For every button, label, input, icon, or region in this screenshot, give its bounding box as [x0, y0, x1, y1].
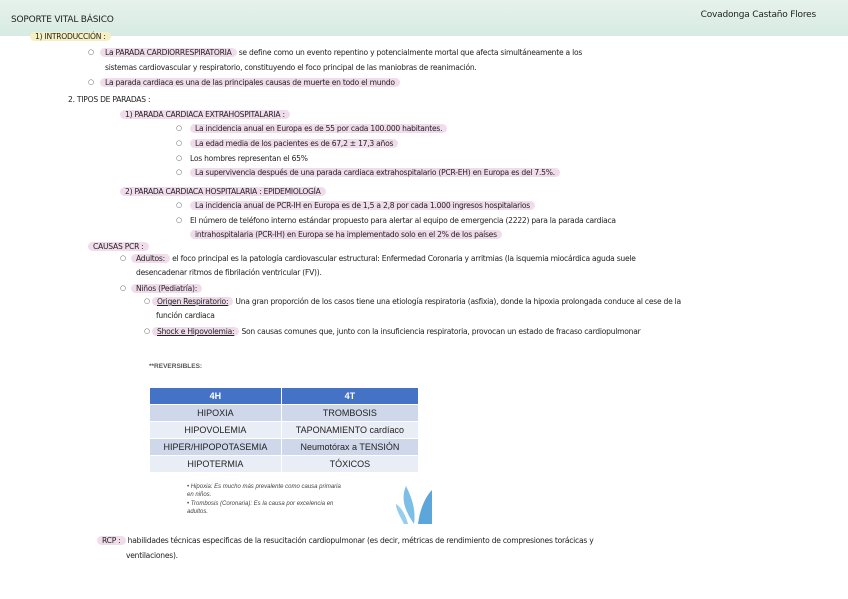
- intro-paragraph-1-line2: sistemas cardiovascular y respiratorio, constituyendo el foco principal de las maniobras de reanimación.: [105, 63, 477, 72]
- decorative-leaf-icon: [396, 478, 432, 524]
- table-row: [150, 422, 419, 439]
- bullet-icon: ○: [120, 284, 127, 292]
- intra-item-2-line2: intrahospitalaria (PCR-IH) en Europa se ha implementado solo en el 2% de los países: [190, 229, 502, 240]
- table-cell: HIPER/HIPOPOTASEMIA: [150, 439, 282, 456]
- rcp-line: RCP : habilidades técnicas especificas de la resucitación cardiopulmonar (es decir, métricas de rendimiento de compresiones torácicas y: [97, 535, 593, 546]
- intra-item-1: La incidencia anual de PCR-IH en Europa es de 1,5 a 2,8 por cada 1.000 ingresos hospitalarios: [190, 200, 535, 211]
- causas-origen: Origen Respiratorio: Una gran proporción de los casos tiene una etiología respiratoria (asfixia), donde la hipoxia prolongada conduce al cese de la: [152, 296, 681, 307]
- bullet-icon: ○: [176, 168, 183, 176]
- table-row: [150, 456, 419, 473]
- table-cell: HIPOXIA: [150, 405, 282, 422]
- causas-heading: CAUSAS PCR :: [88, 241, 149, 252]
- bullet-icon: ○: [176, 139, 183, 147]
- causas-adultos: Adultos: el foco principal es la patología cardiovascular estructural: Enfermedad Coronaria y arritmias (la isquemia miocárdica aguda suele: [131, 253, 636, 264]
- bullet-icon: ○: [176, 124, 183, 132]
- reversibles-note-2: • Trombosis (Coronaria): Es la causa por excelencia en adultos.: [187, 501, 334, 515]
- causas-adultos-line2: desencadenar ritmos de fibrilación ventricular (FV)).: [136, 268, 322, 277]
- table-header-row: [150, 388, 419, 405]
- reversibles-note-1: • Hipoxia: Es mucho más prevalente como causa primaria en niños.: [187, 484, 341, 498]
- extra-item-2: La edad media de los pacientes es de 67,2 ± 17,3 años: [190, 138, 398, 149]
- bullet-icon: ○: [120, 254, 127, 262]
- bullet-icon: ○: [144, 327, 151, 335]
- column-header-4t: 4T: [281, 388, 418, 405]
- rcp-line2: ventilaciones).: [126, 551, 178, 560]
- causas-ninos: Niños (Pediatría):: [131, 283, 202, 294]
- table-row: [150, 405, 419, 422]
- table-cell: TAPONAMIENTO cardíaco: [281, 422, 418, 439]
- reversibles-table: [149, 387, 419, 473]
- bullet-icon: ○: [88, 78, 95, 86]
- intro-paragraph-2: La parada cardiaca es una de las principales causas de muerte en todo el mundo: [100, 77, 400, 88]
- section-intro-heading: 1) INTRODUCCIÓN :: [30, 31, 111, 42]
- bullet-icon: ○: [176, 154, 183, 162]
- extra-heading: 1) PARADA CARDIACA EXTRAHOSPITALARIA :: [120, 109, 290, 120]
- table-cell: HIPOVOLEMIA: [150, 422, 282, 439]
- table-cell: Neumotórax a TENSIÓN: [281, 439, 418, 456]
- intro-paragraph-1: La PARADA CARDIORRESPIRATORIA se define como un evento repentino y potencialmente mortal que afecta simultáneamente a los: [100, 47, 582, 58]
- extra-item-3: Los hombres representan el 65%: [190, 154, 308, 163]
- bullet-icon: ○: [176, 216, 183, 224]
- table-cell: HIPOTERMIA: [150, 456, 282, 473]
- causas-origen-line2: función cardiaca: [156, 311, 215, 320]
- table-row: [150, 439, 419, 456]
- extra-item-4: La supervivencia después de una parada cardiaca extrahospitalario (PCR-EH) en Europa es del 7.5%.: [190, 167, 560, 178]
- column-header-4h: 4H: [150, 388, 282, 405]
- intra-item-2: El número de teléfono interno estándar propuesto para alertar al equipo de emergencia (2222) para la parada cardiaca: [190, 216, 616, 225]
- table-cell: TROMBOSIS: [281, 405, 418, 422]
- bullet-icon: ○: [144, 297, 151, 305]
- intra-heading: 2) PARADA CARDIACA HOSPITALARIA : EPIDEMIOLOGÍA: [120, 186, 326, 197]
- document-title: SOPORTE VITAL BÁSICO: [11, 15, 114, 25]
- reversibles-title: **REVERSIBLES:: [149, 363, 203, 370]
- extra-item-1: La incidencia anual en Europa es de 55 por cada 100.000 habitantes.: [190, 123, 447, 134]
- causas-shock: Shock e Hipovolemia: Son causas comunes que, junto con la insuficiencia respiratoria, provocan un estado de fracaso cardiopulmonar: [152, 326, 641, 337]
- section-tipos-heading: 2. TIPOS DE PARADAS :: [68, 95, 151, 104]
- bullet-icon: ○: [88, 48, 95, 56]
- table-cell: TÓXICOS: [281, 456, 418, 473]
- bullet-icon: ○: [176, 201, 183, 209]
- author-name: Covadonga Castaño Flores: [700, 10, 816, 20]
